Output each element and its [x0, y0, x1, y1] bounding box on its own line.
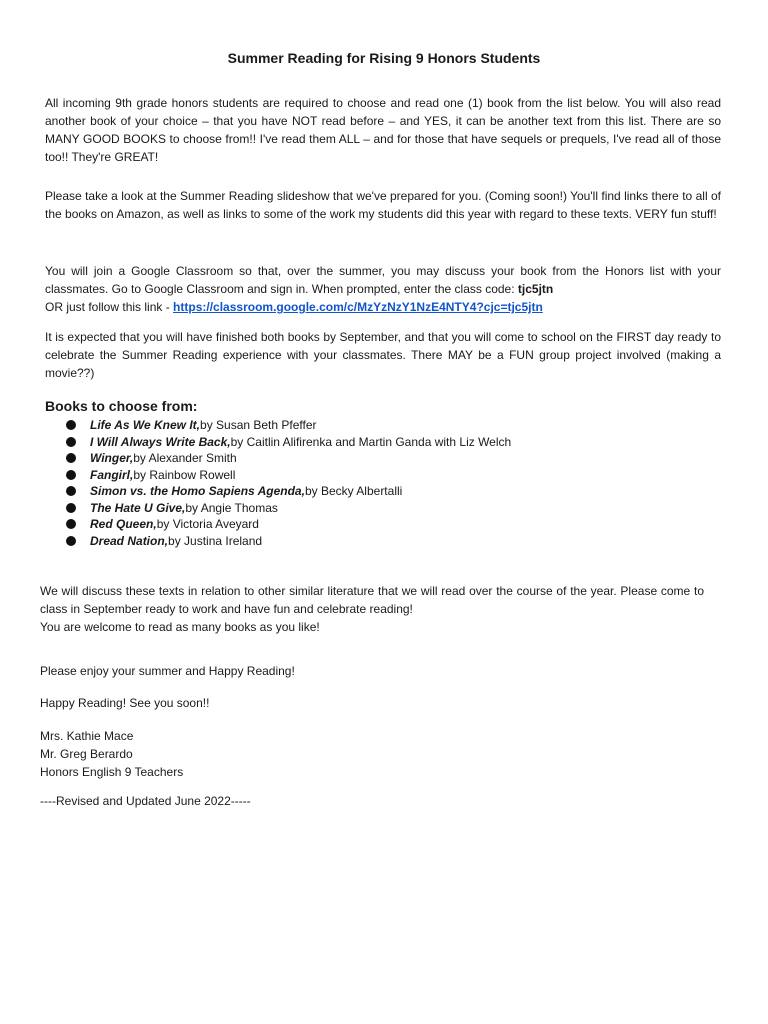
classroom-paragraph — [45, 262, 721, 316]
bullet-icon — [66, 453, 76, 463]
bullet-icon — [66, 519, 76, 529]
list-item — [66, 483, 511, 500]
bullet-icon — [66, 536, 76, 546]
book-title: The Hate U Give, — [90, 500, 186, 515]
list-item — [66, 467, 511, 484]
see-you-text: Happy Reading! See you soon!! — [40, 696, 210, 710]
signature-name-1: Mrs. Kathie Mace — [40, 729, 134, 743]
book-author: by Alexander Smith — [133, 451, 237, 466]
signature-name-2: Mr. Greg Berardo — [40, 747, 133, 761]
book-title: I Will Always Write Back, — [90, 434, 231, 449]
list-item — [66, 417, 511, 434]
classroom-text: You will join a Google Classroom so that, over the summer, you may discuss your book from the Honors list with your classmates. Go to Google Classroom and sign in. When prompted, enter the class code: — [45, 264, 721, 296]
revised-note: ----Revised and Updated June 2022----- — [40, 794, 251, 808]
link-prefix: OR just follow this link - — [45, 300, 174, 314]
list-item — [66, 450, 511, 467]
slideshow-paragraph: Please take a look at the Summer Reading slideshow that we've prepared for you. (Coming soon!) You'll find links there to all of the books on Amazon, as well as links to some of the work my students did this year with regard to these texts. VERY fun stuff! — [45, 189, 721, 221]
book-list — [66, 417, 511, 549]
list-item — [66, 533, 511, 550]
bullet-icon — [66, 486, 76, 496]
bullet-icon — [66, 470, 76, 480]
list-item — [66, 516, 511, 533]
book-author: by Victoria Aveyard — [156, 517, 259, 532]
book-author: by Becky Albertalli — [304, 484, 403, 499]
welcome-text: You are welcome to read as many books as you like! — [40, 620, 320, 634]
page-title: Summer Reading for Rising 9 Honors Students — [227, 50, 541, 66]
intro-paragraph: All incoming 9th grade honors students are required to choose and read one (1) book from the list below. You will also read another book of your choice – that you have NOT read before – and YES, it can be another text from this list. There are so MANY GOOD BOOKS to choose from!! I've read them ALL – and for those that have sequels or prequels, I've read all of those too!! They're GREAT! — [45, 96, 721, 164]
classroom-link-line — [45, 298, 721, 316]
book-title: Fangirl, — [90, 467, 134, 482]
list-item — [66, 434, 511, 451]
book-author: by Justina Ireland — [168, 533, 263, 548]
google-classroom-link[interactable]: https://classroom.google.com/c/MzYzNzY1NzE4NTY4?cjc=tjc5jtn — [173, 300, 543, 314]
signature-block — [40, 727, 704, 781]
bullet-icon — [66, 437, 76, 447]
book-title: Dread Nation, — [90, 533, 169, 548]
book-author: by Rainbow Rowell — [133, 467, 236, 482]
list-item — [66, 500, 511, 517]
expectation-paragraph: It is expected that you will have finished both books by September, and that you will come to school on the FIRST day ready to celebrate the Summer Reading experience with your classmates. There MAY be a FUN group project involved (making a movie??) — [45, 330, 721, 380]
class-code: tjc5jtn — [517, 282, 554, 296]
book-author: by Susan Beth Pfeffer — [200, 418, 317, 433]
books-heading: Books to choose from: — [45, 398, 198, 414]
bullet-icon — [66, 503, 76, 513]
signature-role: Honors English 9 Teachers — [40, 765, 184, 779]
discussion-paragraph — [40, 582, 704, 636]
book-title: Red Queen, — [90, 517, 157, 532]
bullet-icon — [66, 420, 76, 430]
discussion-text: We will discuss these texts in relation to other similar literature that we will read over the course of the year. Please come to class in September ready to work and have fun and celebrate reading! — [40, 584, 704, 616]
enjoy-text: Please enjoy your summer and Happy Reading! — [40, 664, 295, 678]
book-title: Winger, — [90, 451, 134, 466]
book-title: Simon vs. the Homo Sapiens Agenda, — [90, 484, 305, 499]
book-title: Life As We Knew It, — [90, 418, 201, 433]
book-author: by Caitlin Alifirenka and Martin Ganda with Liz Welch — [230, 434, 512, 449]
book-author: by Angie Thomas — [185, 500, 278, 515]
